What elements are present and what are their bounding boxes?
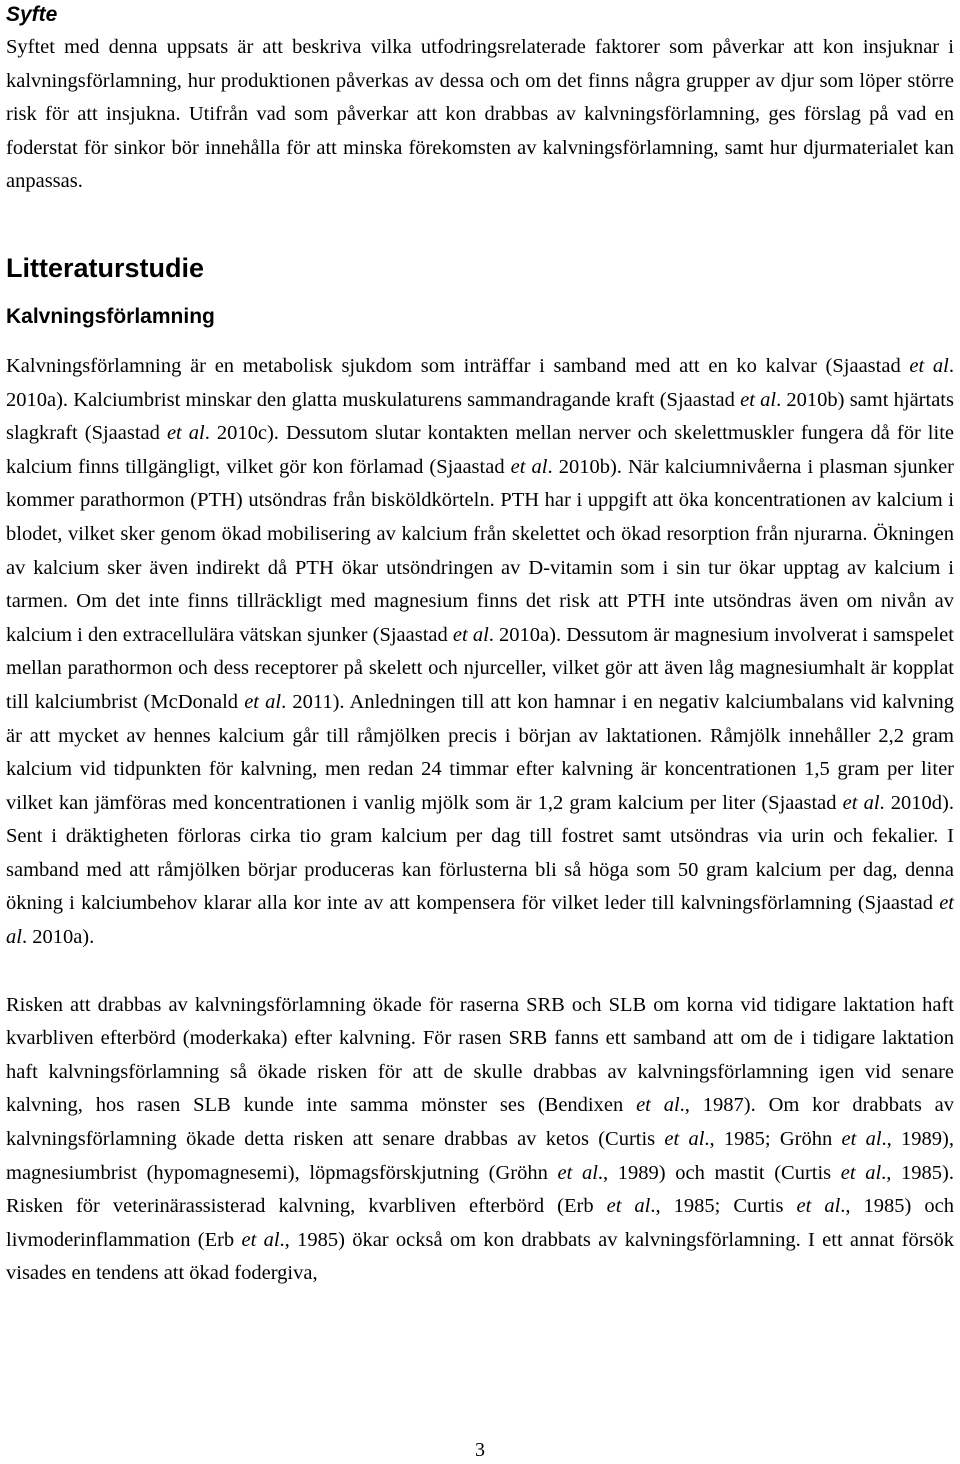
subsection-heading-milk-fever: Kalvningsförlamning xyxy=(6,304,215,328)
document-page xyxy=(6,0,954,1291)
purpose-paragraph: Syftet med denna uppsats är att beskriva vilka utfodringsrelaterade faktorer som påverkar att kon insjuknar i kalvningsförlamning, hur produktionen påverkas av dessa och om det finns några grupper av djur som löper större risk för att insjukna. Utifrån vad som påverkar att kon drabbas av kalvningsförlamning, ges förslag på vad en foderstat för sinkor bör innehålla för att minska förekomsten av kalvningsförlamning, samt hur djurmaterialet kan anpassas. xyxy=(6,36,954,193)
section-heading-purpose: Syfte xyxy=(6,3,58,26)
section-heading-literature: Litteraturstudie xyxy=(6,252,205,283)
literature-paragraph-2: Risken att drabbas av kalvningsförlamning ökade för raserna SRB och SLB om korna vid tidigare laktation haft kvarbliven efterbörd (moderkaka) efter kalvning. För rasen SRB fanns ett samband att om de i tidigare laktation haft kalvningsförlamning så ökade risken för att de skulle drabbas av kalvningsförlamning igen vid senare kalvning, hos rasen SLB kunde inte samma mönster ses (Bendixen et al., 1987). Om kor drabbats av kalvningsförlamning ökade detta risken att senare drabbas av ketos (Curtis et al., 1985; Gröhn et al., 1989), magnesiumbrist (hypomagnesemi), löpmagsförskjutning (Gröhn et al., 1989) och mastit (Curtis et al., 1985). Risken för veterinärassisterad kalvning, kvarbliven efterbörd (Erb et al., 1985; Curtis et al., 1985) och livmoderinflammation (Erb et al., 1985) ökar också om kon drabbats av kalvningsförlamning. I ett annat försök visades en tendens att ökad fodergiva, xyxy=(6,993,954,1285)
literature-paragraph-1: Kalvningsförlamning är en metabolisk sjukdom som inträffar i samband med att en ko kalvar (Sjaastad et al. 2010a). Kalciumbrist minskar den glatta muskulaturens sammandragande kraft (Sjaastad et al. 2010b) samt hjärtats slagkraft (Sjaastad et al. 2010c). Dessutom slutar kontakten mellan nerver och skelettmuskler fungera då för lite kalcium finns tillgängligt, vilket gör kon förlamad (Sjaastad et al. 2010b). När kalciumnivåerna i plasman sjunker kommer parathormon (PTH) utsöndras från bisköldkörteln. PTH har i uppgift att öka koncentrationen av kalcium i blodet, vilket sker genom ökad mobilisering av kalcium från skelettet och ökad resorption från njurarna. Ökningen av kalcium sker även indirekt då PTH ökar utsöndringen av D-vitamin som i sin tur ökar upptag av kalcium i tarmen. Om det inte finns tillräckligt med magnesium finns det risk att PTH inte utsöndras även om nivån av kalcium i den extracellulära vätskan sjunker (Sjaastad et al. 2010a). Dessutom är magnesium involverat i samspelet mellan parathormon och dess receptorer på skelett och njurceller, vilket gör att även låg magnesiumhalt är kopplat till kalciumbrist (McDonald et al. 2011). Anledningen till att kon hamnar i en negativ kalciumbalans vid kalvning är att mycket av hennes kalcium går till råmjölken precis i början av laktationen. Råmjölk innehåller 2,2 gram kalcium vid tidpunkten för kalvning, men redan 24 timmar efter kalvning är koncentrationen 1,5 gram per liter vilket kan jämföras med koncentrationen i vanlig mjölk som är 1,2 gram kalcium per liter (Sjaastad et al. 2010d). Sent i dräktigheten förloras cirka tio gram kalcium per dag till fostret samt utsöndras via urin och fekalier. I samband med att råmjölken börjar produceras kan förlusterna bli så höga som 50 gram kalcium per dag, denna ökning i kalciumbehov klarar alla kor inte av att kompensera för vilket leder till kalvningsförlamning (Sjaastad et al. 2010a). xyxy=(6,354,955,949)
page-number: 3 xyxy=(475,1439,485,1461)
